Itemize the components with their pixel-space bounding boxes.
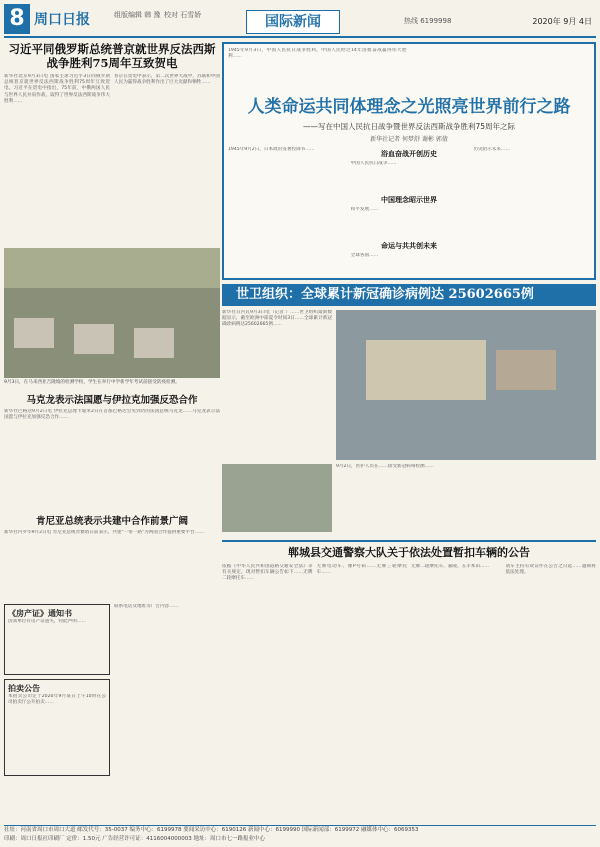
masthead (4, 4, 596, 38)
auction-box: 拍卖公告 本拍卖公司定于2020年9月某日上午10时在公司拍卖厅公开拍卖…… (4, 679, 110, 776)
article-body: 普京在贺电中表示，第二次世界大战中，苏联和中国人民为赢得战争胜利作出了巨大贡献和牺牲…… (114, 74, 220, 86)
notice-title: 《房产证》通知书 (8, 608, 72, 618)
page-number: 8 (4, 4, 30, 34)
news-photo (222, 464, 332, 532)
article-intro: 1945年9月3日，中国人民抗日战争胜利，中国人民经过14年浴血奋战赢得伟大胜利…… (228, 48, 407, 60)
subhead-1: 浴血奋战开创历史 (381, 149, 437, 158)
article-body: 新华社内罗毕9月2日电 肯尼亚总统肯雅塔日前表示，共建"一带一路"为两国合作提供重要平台…… (4, 530, 204, 535)
covid-title: 世卫组织：全球累计新冠确诊病例达 (236, 287, 445, 302)
footer (4, 825, 596, 845)
left-column (4, 42, 220, 784)
feature-subtitle: ——写在中国人民抗日战争暨世界反法西斯战争胜利75周年之际 (302, 122, 516, 131)
subhead-3: 命运与共共创未来 (381, 241, 437, 250)
news-photo (336, 310, 596, 460)
news-photo (4, 248, 220, 378)
section-title: 国际新闻 (246, 10, 340, 34)
proof-credit: 校对 石雪娇 (164, 11, 202, 19)
editor-credit: 组版编辑 韩 豫 (114, 11, 161, 19)
photo-caption: 9月3日，在马来西亚吉隆坡的检测学校，学生在举行中学新学年考试前接受防疫检测。 (4, 380, 180, 385)
notice-box: 《房产证》通知书 因我单位有房产证遗失，特此声明…… (4, 604, 110, 675)
headline-macron: 马克龙表示法国愿与伊拉克加强反恐合作 (26, 395, 198, 406)
covid-number: 25602665例 (448, 287, 534, 302)
issue-date: 2020年 9月 4日 (532, 17, 592, 26)
ad-text: 联系电话及地址等广告内容…… (114, 604, 179, 609)
feature-title: 人类命运共同体理念之光照亮世界前行之路 (247, 97, 571, 117)
headline-xi-putin: 习近平同俄罗斯总统普京就世界反法西斯战争胜利75周年互致贺电 (8, 42, 216, 70)
article-body: 新华社巴格达9月2日电 伊拉克总理卡迪米2日在首都巴格达会见到访的法国总统马克龙……马克龙表示法国愿与伊拉克加强反恐合作…… (4, 409, 220, 421)
feature-article: 1945年9月3日，中国人民抗日战争胜利，中国人民经过14年浴血奋战赢得伟大胜利…… 人类命运共同体理念之光照亮世界前行之路 ——写在中国人民抗日战争暨世界反法西斯战争胜利75周年之际 新华社记者 何梦舒 谢彬 郭倩 1945年9月2日，日本政府签署投降书…… 浴血奋战开创历史 中国人民抗日战争…… 中国理念昭示世界 和平发展…… 命运与共共创未来 全球各国…… 历史昭示未来…… (222, 42, 596, 280)
notice-title: 郸城县交通警察大队关于依法处置暂扣车辆的公告 (288, 546, 530, 559)
covid-article: 世卫组织：全球累计新冠确诊病例达 25602665例 新华社日内瓦9月3日电（记者 ）……世卫组织最新数据显示，截至欧洲中部夏令时间3日……全球累计新冠确诊病例达25602665例…… 9月2日，医护人员在……接受新冠病毒检测…… (222, 284, 596, 534)
paper-name: 周口日报 (34, 12, 90, 28)
headline-kenya: 肯尼亚总统表示共建中合作前景广阔 (35, 516, 188, 527)
footer-line-1: 社址：河南省周口市周口大道 邮发代号：35-0037 编务中心：6199978 要闻采访中心：6190126 新闻中心：6199990 国际新闻部：6199972 融媒体中心：6069353 (4, 827, 419, 833)
hotline: 热线 6199998 (404, 17, 452, 25)
covid-headline (222, 284, 596, 306)
auction-title: 拍卖公告 (8, 683, 40, 693)
subhead-2: 中国理念昭示世界 (381, 195, 437, 204)
traffic-notice: 郸城县交通警察大队关于依法处置暂扣车辆的公告 依据《中华人民共和国道路交通安全法》等有关规定，现对暂扣车辆公告如下……无牌二轮摩托车…… 无牌电动车、豫P号码……无牌三轮摩托车…… 无牌二轮摩托车、嘉陵、五羊本田…… 请车主持有效证件在公告之日起……逾期将依法处理。 (222, 540, 596, 822)
feature-byline: 新华社记者 何梦舒 谢彬 郭倩 (370, 136, 448, 143)
article-body: 新华社北京9月3日电 国家主席习近平3日同俄罗斯总统普京就世界反法西斯战争胜利75周年互致贺电。习近平在贺电中指出，75年前，中俄两国人民与世界人民并肩作战，取得了世界反法西斯战争伟大胜利…… (4, 74, 110, 104)
footer-line-2: 印刷：周口日报社印刷厂 定价：1.50元 广告经营许可证：4116004000003 地址：周口市七一路报业中心 (4, 836, 265, 842)
